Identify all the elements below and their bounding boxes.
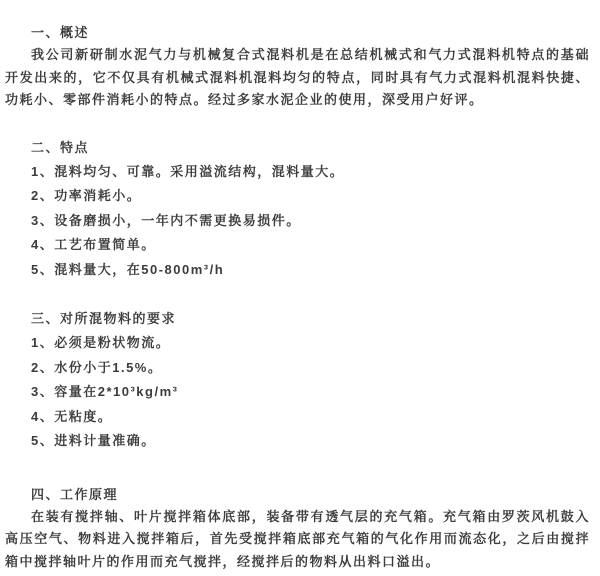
requirement-item-1: 1、必须是粉状物流。 <box>31 335 171 351</box>
section-overview <box>5 22 590 112</box>
requirement-item-3: 3、容量在2*10³kg/m³ <box>31 384 179 400</box>
section-working-principle-heading: 四、工作原理 <box>31 486 119 502</box>
feature-item-3: 3、设备磨损小，一年内不需更换易损件。 <box>31 212 301 228</box>
section-working-principle-paragraph: 在装有搅拌轴、叶片搅拌箱体底部，装备带有透气层的充气箱。充气箱由罗茨风机鼓入高压空气、物料进入搅拌箱后，首先受搅拌箱底部充气箱的气化作用而流态化，之后由搅拌箱中搅拌轴叶片的作用而充气搅拌，经搅拌后的物料从出料口溢出。 <box>5 508 590 569</box>
section-material-requirements <box>5 307 590 453</box>
requirement-item-5: 5、进料计量准确。 <box>31 433 156 449</box>
feature-item-2: 2、功率消耗小。 <box>31 188 142 204</box>
section-overview-paragraph: 我公司新研制水泥气力与机械复合式混料机是在总结机械式和气力式混料机特点的基础开发出来的，它不仅具有机械式混料机混料均匀的特点，同时具有气力式混料机混料快捷、功耗小、零部件消耗小的特点。经过多家水泥企业的使用，深受用户好评。 <box>5 47 590 108</box>
feature-item-4: 4、工艺布置简单。 <box>31 237 156 253</box>
section-features <box>5 136 590 282</box>
section-working-principle <box>5 484 590 574</box>
section-overview-heading: 一、概述 <box>31 25 90 40</box>
section-material-requirements-heading: 三、对所混物料的要求 <box>31 311 177 327</box>
section-features-heading: 二、特点 <box>31 139 90 155</box>
feature-item-5: 5、混料量大，在50-800m³/h <box>31 261 225 277</box>
requirement-item-2: 2、水份小于1.5%。 <box>31 359 163 375</box>
feature-item-1: 1、混料均匀、可靠。采用溢流结构，混料量大。 <box>31 164 345 180</box>
requirement-item-4: 4、无粘度。 <box>31 408 113 424</box>
